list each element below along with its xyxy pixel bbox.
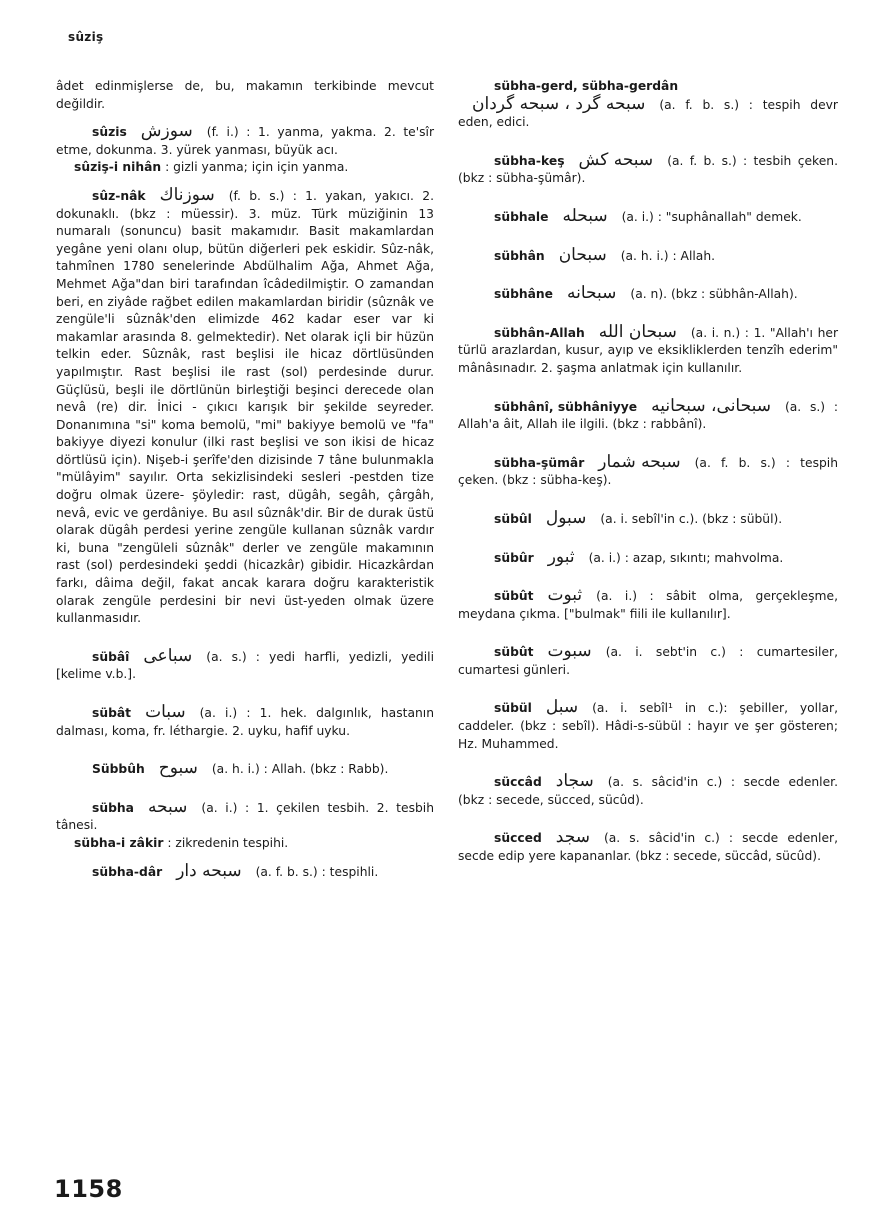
definition: (a. i.) : sâbit olma, gerçekleşme, meydana çıkma. ["bulmak" fiili ile kullanılır]. [458, 589, 838, 621]
headword: sübha-gerd, sübha-gerdân [494, 79, 679, 93]
arabic-script: سبوت [547, 641, 592, 662]
headword: sübhân-Allah [494, 325, 585, 340]
headword: sübhâne [494, 287, 554, 302]
headword: sûz-nâk [92, 188, 146, 203]
definition: (a. f. b. s.) : tespihli. [255, 864, 379, 879]
headword: sübhânî, sübhâniyye [494, 399, 638, 414]
left-column [56, 78, 434, 891]
entry-subai [56, 645, 434, 684]
definition: (a. f. b. s.) : tesbih çeken. (bkz : sübha-şümâr). [458, 153, 838, 186]
arabic-script: سبحه [147, 796, 188, 817]
arabic-script: سجد [555, 827, 590, 848]
headword: sübût [494, 589, 534, 604]
headword: sübha-dâr [92, 864, 163, 879]
arabic-script: سبحه دار [176, 860, 242, 881]
definition: (a. i. sebt'in c.) : cumartesiler, cumartesi günleri. [458, 645, 838, 677]
entry-subhane [458, 285, 838, 304]
entry-intro [56, 78, 434, 113]
arabic-script: سجاد [555, 771, 594, 792]
definition: (a. f. b. s.) : tespih devr eden, edici. [458, 97, 838, 130]
headword: sübha-şümâr [494, 455, 585, 470]
entry-subhan [458, 244, 838, 266]
entry-subha-gerd [458, 78, 838, 132]
arabic-script: سبات [145, 702, 186, 722]
headword: sübhale [494, 209, 549, 224]
headword: sübhân [494, 248, 545, 263]
entry-subhan-allah [458, 321, 838, 378]
headword: sübha-i zâkir [74, 835, 164, 850]
definition: (a. h. i.) : Allah. (bkz : Rabb). [211, 762, 389, 777]
definition: (a. i.) : azap, sıkıntı; mahvolma. [588, 550, 784, 565]
entry-suz-nak [56, 184, 434, 628]
entry-subhale [458, 205, 838, 227]
entry-subhani [458, 395, 838, 434]
entry-subul-2 [458, 699, 838, 753]
definition: (a. i.) : 1. çekilen tesbih. 2. tesbih tânesi. [56, 800, 434, 833]
arabic-script: سبول [545, 507, 587, 528]
definition: (a. s.) : Allah'a âit, Allah ile ilgili. (bkz : rabbânî). [458, 399, 838, 432]
definition: (a. h. i.) : Allah. [620, 248, 716, 263]
page-number: 1158 [54, 1175, 123, 1203]
arabic-script: سبحان [558, 244, 607, 265]
entry-subut [458, 587, 838, 623]
headword: sübût [494, 645, 534, 660]
entry-subha-sumar [458, 451, 838, 490]
definition: (a. s. sâcid'in c.) : secde edenler, secde edip yere kapananlar. (bkz : secede, süccâd, sücûd). [458, 831, 838, 864]
definition: (a. s.) : yedi harfli, yedizli, yedili [kelime v.b.]. [56, 649, 434, 682]
arabic-script: سبحان الله [598, 321, 677, 342]
arabic-script: ثبوت [547, 585, 583, 606]
entry-subha [56, 796, 434, 853]
headword: sübâî [92, 649, 130, 664]
headword: sübûr [494, 550, 534, 565]
headword: süccâd [494, 775, 542, 790]
definition: (a. n). (bkz : sübhân-Allah). [630, 287, 798, 302]
definition: (a. i. n.) : 1. "Allah'ı her türlü arazlardan, kusur, ayıp ve eksikliklerden tenzîh ederim" mânâsınadır. 2. şaşma anlatmak için kullanılır. [458, 325, 838, 375]
entry-subha-dar [56, 860, 434, 882]
definition: (a. i. sebîl'in c.). (bkz : sübül). [600, 511, 783, 526]
entry-subha-kes [458, 149, 838, 188]
headword: sûzis [92, 125, 127, 140]
entry-succed [458, 829, 838, 865]
entry-subut-2 [458, 643, 838, 679]
definition: (a. s. sâcid'in c.) : secde edenler. (bkz : secede, sücced, sücûd). [458, 775, 838, 807]
entry-subul [458, 507, 838, 529]
arabic-script: سبحه شمار [598, 451, 681, 472]
arabic-script: سباعى [143, 645, 193, 666]
headword: sûziş-i nihân [74, 160, 162, 175]
entry-suzis [56, 123, 434, 177]
arabic-script: سوزش [140, 121, 193, 142]
headword: sübha-keş [494, 153, 565, 168]
arabic-script: سبحانى، سبحانيه [651, 395, 771, 416]
entry-subur [458, 546, 838, 568]
definition: (f. b. s.) : 1. yakan, yakıcı. 2. dokunaklı. (bkz : müessir). 3. müz. Türk müziğinin 13 numaralı (sonuncu) basit makamıdır. Basit makamlardan yegâne yeni olanı olup, bütün diğerleri pek eskidir. Sûz-nâk, tahmînen 1780 senelerinde Abdülhalim Ağa, Ahmet Ağa, Mehmet Ağa"dan biri tarafından îcâdedilmiştir. O zamandan beri, en ziyâde rağbet edilen makamlardan biridir (sûznâk ve zengüle'li sûznâk'den elimizde 462 kadar eser var ki makamlar arasında 8. gelmektedir). Net olarak içli bir hüzün telkin eder. Sûznâk, rast beşlisi ile hicaz dörtlüsünden yapılmıştır. Rast beşlisi ile rast (sol) perdesinde durur. Güçlüsü, beşli ile dörtlünün birleştiği beşinci derecede olan nevâ (re) dir. İnici - çıkıcı karışık bir şekilde seyreder. Donanımına "si" koma bemolü, "mi" bakiyye bemolü ve "fa" bakiyye diyezi konulur (ilki rast beşlisi ve son ikisi de hicaz dörtlüsü için). Nişeb-i şerîfe'den dizisinde 7 tâne bulunmakla "mülâyim" sayılır. Orta sekizlisindeki sesleri -pestden tize doğru olmak üzere- şöyledir: rast, dügâh, segâh, çârgâh, nevâ, evic ve gerdâniye. Bu asıl sûznâk'dir. Bir de durak üstü olarak dügâh perdesi yerine zengüle kullanan sûznâk vardır ki, buna "zengüleli sûznâk" derler ve zengüle makamının rast (sol) perdesindeki şeddi (hicazkâr) gibidir. Hicazkârdan farkı, dâima değil, fakat ancak karara doğru karakteristik olarak zengüle perdesini bir nevi üst-yeden olmak üzere kullanmasıdır. [56, 188, 434, 626]
entry-subbuh [56, 760, 434, 779]
headword: sücced [494, 831, 542, 846]
headword: sübûl [494, 511, 532, 526]
arabic-script: سبحانه [567, 283, 617, 304]
definition: (a. f. b. s.) : tespih çeken. (bkz : sübha-keş). [458, 455, 838, 488]
arabic-script: سبوح [158, 758, 198, 779]
entry-succad [458, 773, 838, 809]
definition: : zikredenin tespihi. [167, 835, 289, 850]
headword: sübât [92, 706, 132, 720]
entry-text: âdet edinmişlerse de, bu, makamın terkibinde mevcut değildir. [56, 79, 434, 111]
definition: (f. i.) : 1. yanma, yakma. 2. te'sîr etme, dokunma. 3. yürek yanması, büyük acı. [56, 125, 434, 157]
definition: : gizli yanma; için için yanma. [165, 160, 349, 175]
right-column [458, 78, 838, 876]
headword: sübha [92, 800, 134, 815]
arabic-script: سبحه گرد ، سبحه گردان [472, 93, 646, 114]
arabic-script: سبل [545, 697, 579, 718]
arabic-script: سوزناك [159, 184, 215, 205]
entry-subat [56, 704, 434, 740]
definition: (a. i.) : 1. hek. dalgınlık, hastanın dalması, koma, fr. léthargie. 2. uyku, hafif uyku. [56, 706, 434, 738]
arabic-script: ثبور [547, 546, 575, 567]
arabic-script: سبحله [562, 205, 608, 226]
definition: (a. i.) : "suphânallah" demek. [621, 209, 802, 224]
running-head: sûziş [68, 30, 104, 44]
definition: (a. i. sebîl¹ in c.): şebiller, yollar, caddeler. (bkz : sebîl). Hâdi-s-sübül : hayır ve şer gösteren; Hz. Muhammed. [458, 701, 838, 751]
headword: Sübbûh [92, 762, 145, 777]
arabic-script: سبحه كش [578, 149, 654, 170]
headword: sübül [494, 701, 532, 716]
